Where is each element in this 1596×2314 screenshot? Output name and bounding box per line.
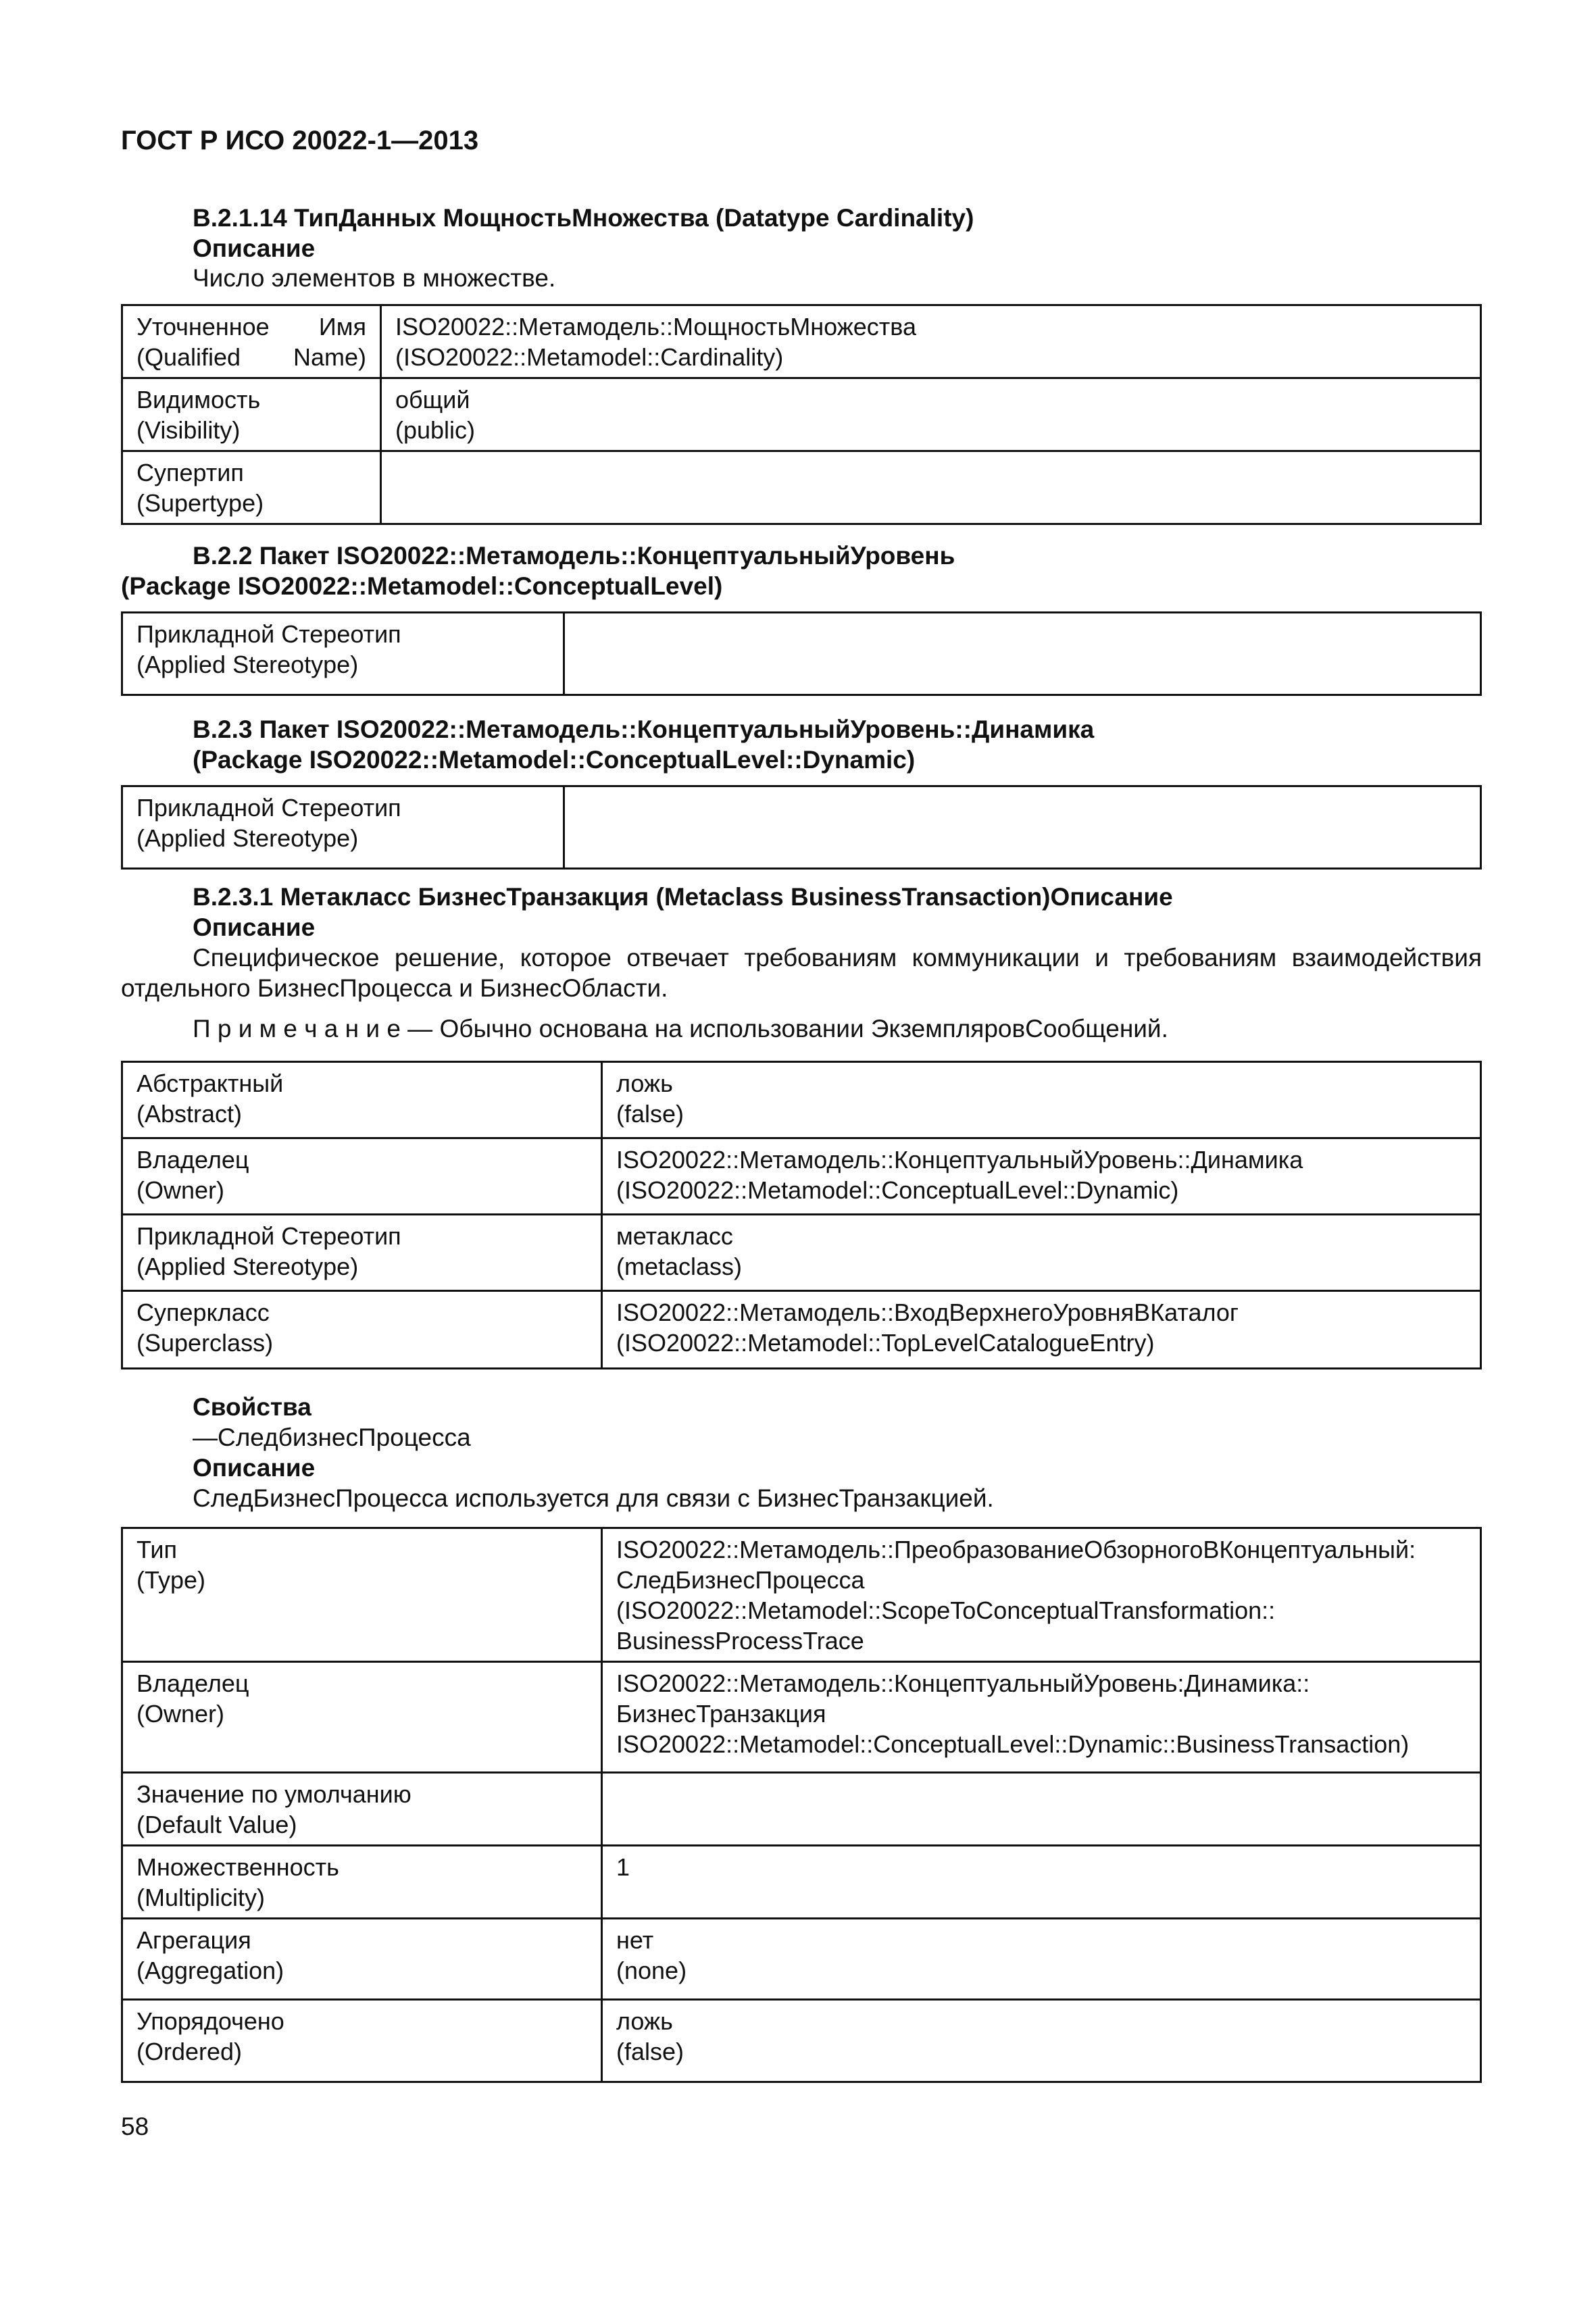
property-value: ISO20022::Метамодель::ПреобразованиеОбзорногоВКонцептуальный: СледБизнесПроцесса (ISO20022::Metamodel::ScopeToConceptualTransformation:: BusinessProcessTrace: [602, 1528, 1481, 1662]
property-name: Супертип (Supertype): [122, 451, 381, 524]
description-label: Описание: [193, 234, 316, 262]
table-row: [122, 305, 1481, 378]
note-label: П р и м е ч а н и е: [193, 1015, 401, 1042]
description-label: Описание: [193, 913, 316, 941]
section-heading: B.2.1.14 ТипДанных МощностьМножества (Datatype Cardinality): [193, 204, 974, 232]
table-row: [122, 1528, 1481, 1662]
property-value: метакласс (metaclass): [602, 1215, 1481, 1291]
description-label: Описание: [193, 1454, 316, 1482]
properties-table: [121, 611, 1482, 696]
property-name: Значение по умолчанию (Default Value): [122, 1773, 602, 1846]
description-text: Число элементов в множестве.: [193, 264, 556, 292]
property-name: Владелец (Owner): [122, 1662, 602, 1773]
property-name: Владелец (Owner): [122, 1138, 602, 1215]
table-row: [122, 1138, 1481, 1215]
property-value: нет (none): [602, 1919, 1481, 2000]
table-row: [122, 1662, 1481, 1773]
section-heading: B.2.3.1 Метакласс БизнесТранзакция (Metaclass BusinessTransaction)Описание: [193, 883, 1173, 911]
property-name: Уточненное Имя (Qualified Name): [122, 305, 381, 378]
property-value: [564, 613, 1481, 695]
description-text-cont: отдельного БизнесПроцесса и БизнесОбласти.: [121, 974, 668, 1002]
properties-table: [121, 785, 1482, 870]
property-name: Суперкласс (Superclass): [122, 1291, 602, 1369]
property-value: [564, 786, 1481, 869]
property-value: ISO20022::Метамодель::КонцептуальныйУровень:Динамика:: БизнесТранзакция ISO20022::Metamodel::ConceptualLevel::Dynamic::BusinessTransaction): [602, 1662, 1481, 1773]
section-heading-en: (Package ISO20022::Metamodel::ConceptualLevel): [121, 572, 723, 600]
property-name: Прикладной Стереотип (Applied Stereotype): [122, 1215, 602, 1291]
note-text: — Обычно основана на использовании ЭкземпляровСообщений.: [400, 1015, 1168, 1042]
section-heading: B.2.2 Пакет ISO20022::Метамодель::КонцептуальныйУровень: [193, 542, 955, 570]
table-row: [122, 451, 1481, 524]
document-header: ГОСТ Р ИСО 20022-1—2013: [121, 126, 479, 155]
property-value: ISO20022::Метамодель::КонцептуальныйУровень::Динамика (ISO20022::Metamodel::ConceptualLevel::Dynamic): [602, 1138, 1481, 1215]
property-name: Упорядочено (Ordered): [122, 2000, 602, 2082]
property-value: общий (public): [381, 378, 1481, 451]
table-row: [122, 1773, 1481, 1846]
property-name: Абстрактный (Abstract): [122, 1062, 602, 1138]
table-row: [122, 1291, 1481, 1369]
table-row: [122, 1215, 1481, 1291]
table-row: [122, 613, 1481, 695]
property-name: Множественность (Multiplicity): [122, 1846, 602, 1919]
table-row: [122, 1846, 1481, 1919]
property-name: Тип (Type): [122, 1528, 602, 1662]
table-row: [122, 1062, 1481, 1138]
table-row: [122, 786, 1481, 869]
property-value: [381, 451, 1481, 524]
description-text: Специфическое решение, которое отвечает требованиям коммуникации и требованиям взаимодействия: [193, 944, 1482, 972]
property-value: 1: [602, 1846, 1481, 1919]
property-value: [602, 1773, 1481, 1846]
property-name: Прикладной Стереотип (Applied Stereotype): [122, 786, 564, 869]
description-text: СледБизнесПроцесса используется для связи с БизнесТранзакцией.: [193, 1484, 994, 1512]
table-row: [122, 1919, 1481, 2000]
page-number: 58: [121, 2113, 149, 2140]
properties-label: Свойства: [193, 1393, 311, 1421]
property-value: ложь (false): [602, 1062, 1481, 1138]
property-value: ISO20022::Метамодель::ВходВерхнегоУровняВКаталог (ISO20022::Metamodel::TopLevelCatalogueEntry): [602, 1291, 1481, 1369]
section-heading-en: (Package ISO20022::Metamodel::ConceptualLevel::Dynamic): [193, 746, 916, 774]
note: [193, 1013, 1168, 1044]
properties-table: [121, 1527, 1482, 2083]
section-heading: B.2.3 Пакет ISO20022::Метамодель::КонцептуальныйУровень::Динамика: [193, 715, 1095, 743]
properties-table: [121, 304, 1482, 525]
properties-table: [121, 1061, 1482, 1369]
table-row: [122, 378, 1481, 451]
property-name: Прикладной Стереотип (Applied Stereotype): [122, 613, 564, 695]
property-name: Агрегация (Aggregation): [122, 1919, 602, 2000]
property-value: ложь (false): [602, 2000, 1481, 2082]
property-value: ISO20022::Метамодель::МощностьМножества (ISO20022::Metamodel::Cardinality): [381, 305, 1481, 378]
property-name-heading: —СледбизнесПроцесса: [193, 1424, 471, 1451]
table-row: [122, 2000, 1481, 2082]
property-name: Видимость (Visibility): [122, 378, 381, 451]
